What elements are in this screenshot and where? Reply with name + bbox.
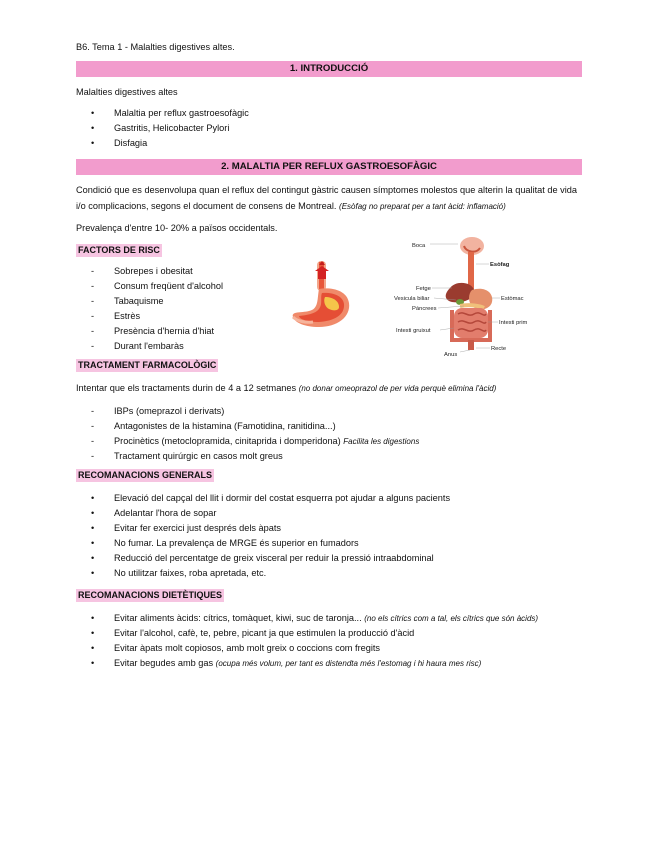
list-item: - Durant l'embaràs (91, 341, 184, 351)
label-estomac: Estòmac (501, 296, 524, 302)
list-item: - Tabaquisme (91, 296, 164, 306)
diet-recommendations-heading: RECOMANACIONS DIETÈTIQUES (78, 590, 223, 600)
general-recommendations-list (76, 491, 450, 581)
stomach-reflux-illustration (289, 259, 363, 334)
prevalence-text: Prevalença d'entre 10- 20% a països occidentals. (76, 223, 278, 233)
list-item: - Presència d'hernia d'hiat (91, 326, 215, 336)
list-item: • Disfagia (91, 138, 148, 148)
list-item: • Evitar aliments àcids: cítrics, tomàquet, kiwi, suc de taronja... (no els cítrics com a tal, els cítrics que són àcids) (91, 613, 539, 623)
pharma-list (76, 404, 419, 464)
list-item: • Malaltia per reflux gastroesofàgic (91, 108, 249, 118)
list-item: - Tractament quirúrgic en casos molt greus (91, 451, 283, 461)
list-item: • Evitar begudes amb gas (ocupa més volum, per tant es distendta més l'estomag i hi haura mes risc) (91, 658, 482, 668)
intro-list (76, 106, 249, 151)
label-intesti-gruixut: Intesti gruixut (396, 328, 431, 334)
list-item: • Evitar fer exercici just després dels àpats (91, 523, 281, 533)
list-item: - IBPs (omeprazol i derivats) (91, 406, 225, 416)
section-heading-introduccio: 1. INTRODUCCIÓ (76, 61, 582, 77)
document-title: B6. Tema 1 - Malalties digestives altes. (76, 42, 235, 52)
label-vesicula: Vesicula biliar (394, 296, 430, 302)
definition-note: (Esòfag no preparat per a tant àcid: inflamació) (339, 202, 506, 211)
digestive-system-diagram (394, 236, 539, 361)
diet-recommendations-list (76, 611, 538, 671)
general-recommendations-heading: RECOMANACIONS GENERALS (78, 470, 213, 480)
section-heading-mrge: 2. MALALTIA PER REFLUX GASTROESOFÀGIC (76, 159, 582, 175)
risk-factors-heading: FACTORS DE RISC (78, 245, 160, 255)
intro-text: Malalties digestives altes (76, 87, 178, 97)
list-item: • Gastritis, Helicobacter Pylori (91, 123, 230, 133)
pharma-intro: Intentar que els tractaments durin de 4 a 12 setmanes (no donar omeoprazol de per vida perquè elimina l'àcid) (76, 383, 497, 393)
label-fetge: Fetge (416, 286, 431, 292)
list-item: • Evitar àpats molt copiosos, amb molt greix o coccions com fregits (91, 643, 381, 653)
list-item: • Adelantar l'hora de sopar (91, 508, 217, 518)
label-boca: Boca (412, 243, 426, 249)
list-item: • No fumar. La prevalença de MRGE és superior en fumadors (91, 538, 359, 548)
risk-factors-list (76, 264, 223, 354)
label-recte: Recte (491, 346, 507, 352)
list-item: - Antagonistes de la histamina (Famotidina, ranitidina...) (91, 421, 336, 431)
list-item: • Elevació del capçal del llit i dormir del costat esquerra pot ajudar a alguns pacients (91, 493, 451, 503)
label-esofag: Esòfag (490, 262, 510, 268)
list-item: - Estrès (91, 311, 141, 321)
definition-paragraph: Condició que es desenvolupa quan el reflux del contingut gàstric causen símptomes molestos que alterin la qualitat de vida i/o complicacions, segons el document de consens de Montreal. (Esòfag no preparat per a tant àcid: inflamació) (76, 185, 578, 211)
list-item: • No utilitzar faixes, roba apretada, etc. (91, 568, 267, 578)
list-item: • Evitar l'alcohol, cafè, te, pebre, picant ja que estimulen la producció d'àcid (91, 628, 415, 638)
label-pancrees: Páncrees (412, 306, 437, 312)
list-item: - Consum freqüent d'alcohol (91, 281, 224, 291)
list-item: - Sobrepes i obesitat (91, 266, 193, 276)
pharma-heading: TRACTAMENT FARMACOLÒGIC (78, 360, 217, 370)
label-anus: Anus (444, 352, 458, 358)
label-intesti-prim: Intesti prim (499, 320, 528, 326)
list-item: • Reducció del percentatge de greix visceral per reduir la pressió intraabdominal (91, 553, 434, 563)
list-item: - Procinètics (metoclopramida, cinitaprida i domperidona) Facilita les digestions (91, 436, 420, 446)
